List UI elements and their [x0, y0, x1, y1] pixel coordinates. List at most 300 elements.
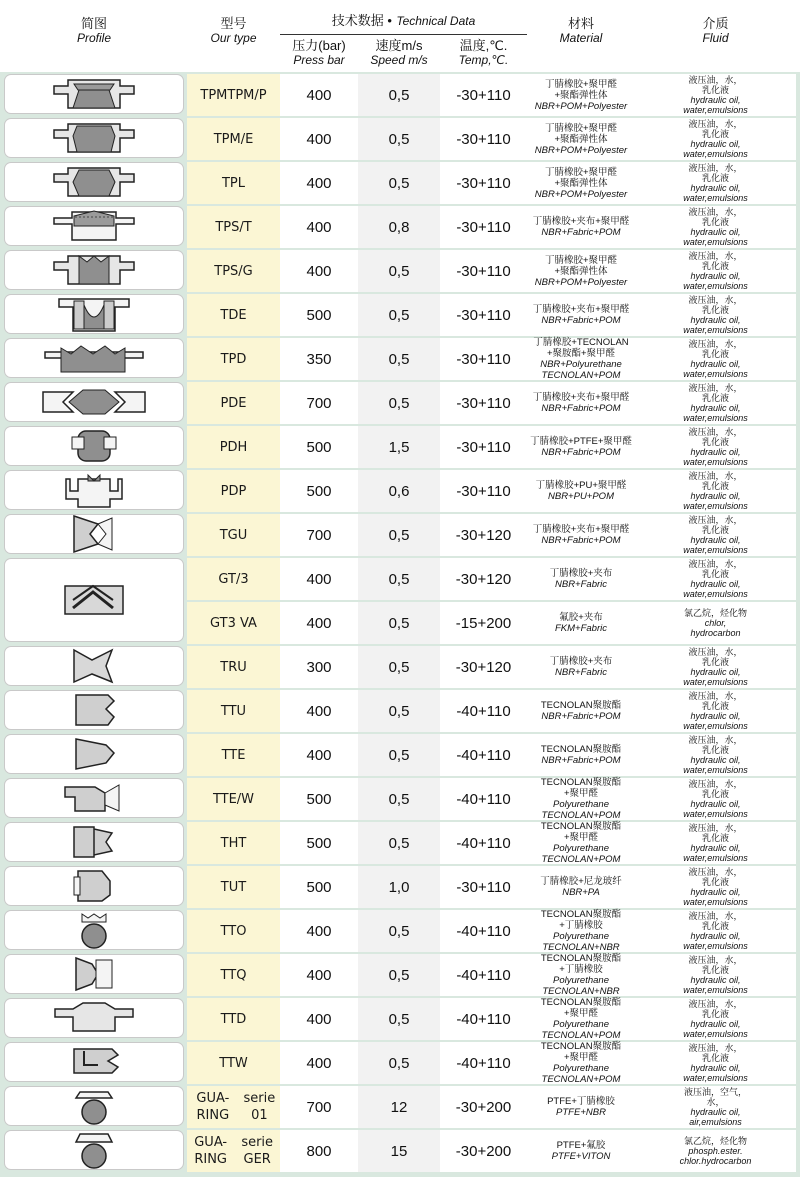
- press-cell: [280, 910, 358, 952]
- press-value: 400: [306, 130, 332, 148]
- material-zh: +丁腈橡胶: [559, 920, 603, 931]
- temp-value: -30+110: [456, 482, 511, 500]
- speed-cell: [358, 162, 440, 204]
- header-material: [527, 16, 635, 46]
- material-en: NBR+Fabric+POM: [541, 315, 621, 326]
- temp-cell: [440, 1130, 527, 1172]
- material-en: Polyurethane: [553, 1063, 609, 1074]
- fluid-zh: 氯乙烷，烃化物: [683, 1136, 747, 1146]
- type-label: TPM/E: [213, 131, 254, 147]
- table-row: [0, 998, 800, 1040]
- material-en: TECNOLAN+POM: [541, 810, 621, 821]
- header-press-en: Press bar: [293, 53, 345, 67]
- press-cell: [280, 690, 358, 732]
- header-type-zh: 型号: [220, 16, 247, 31]
- type-label: TPM/P: [227, 87, 267, 103]
- type-label: TTO: [220, 923, 247, 939]
- material-cell: [527, 690, 635, 732]
- press-cell: [280, 954, 358, 996]
- header-tech-zh: 技术数据 •: [331, 13, 392, 28]
- temp-cell: [440, 250, 527, 292]
- press-value: 500: [306, 834, 332, 852]
- material-cell: [527, 162, 635, 204]
- material-zh: TECNOLAN聚胺酯: [540, 700, 622, 711]
- header-speed-zh: 速度m/s: [375, 38, 423, 53]
- fluid-en: air,emulsions: [689, 1117, 742, 1127]
- press-value: 800: [306, 1142, 332, 1160]
- speed-value: 0,5: [388, 1010, 410, 1028]
- table-row: [0, 470, 800, 512]
- material-cell: [527, 866, 635, 908]
- type-label: GT/3: [218, 571, 249, 587]
- material-zh: TECNOLAN聚胺酯: [540, 777, 622, 788]
- table-row: [0, 866, 800, 908]
- speed-value: 0,5: [388, 350, 410, 368]
- fluid-cell: [635, 954, 796, 996]
- press-value: 400: [306, 218, 332, 236]
- speed-cell: [358, 954, 440, 996]
- press-value: 400: [306, 614, 332, 632]
- type-label: TTE: [221, 747, 246, 763]
- press-value: 500: [306, 438, 332, 456]
- material-zh: +聚甲醛: [563, 1008, 599, 1019]
- fluid-en: water,emulsions: [683, 897, 748, 907]
- temp-value: -15+200: [455, 614, 512, 632]
- fluid-zh: 液压油，水，: [688, 383, 743, 393]
- material-en: NBR+POM+Polyester: [534, 144, 628, 156]
- fluid-zh: 乳化液: [701, 569, 729, 579]
- speed-cell: [358, 206, 440, 248]
- press-value: 400: [306, 922, 332, 940]
- fluid-cell: [635, 778, 796, 820]
- press-value: 400: [306, 746, 332, 764]
- fluid-zh: 乳化液: [701, 877, 729, 887]
- material-en: NBR+PU+POM: [548, 491, 614, 502]
- fluid-en: hydraulic oil,: [690, 1107, 741, 1117]
- fluid-cell: [635, 338, 796, 380]
- press-value: 400: [306, 966, 332, 984]
- press-cell: [280, 162, 358, 204]
- fluid-zh: 液压油，水，: [688, 911, 743, 921]
- press-value: 700: [306, 526, 332, 544]
- material-zh: 丁腈橡胶+尼龙玻纤: [540, 876, 622, 887]
- fluid-en: hydraulic oil,: [690, 491, 741, 501]
- table-row: [0, 382, 800, 424]
- fluid-en: hydraulic oil,: [690, 535, 741, 545]
- table-row: [0, 250, 800, 292]
- fluid-en: water,emulsions: [683, 501, 748, 511]
- type-cell: [187, 954, 280, 996]
- speed-value: 0,5: [388, 86, 410, 104]
- material-cell: [527, 954, 635, 996]
- fluid-en: hydraulic oil,: [690, 447, 741, 457]
- type-label: TTW: [219, 1055, 248, 1071]
- material-zh: 丁腈橡胶+夹布+聚甲醛: [532, 524, 630, 535]
- header-speed: [358, 38, 440, 68]
- material-zh: 丁腈橡胶+PU+聚甲醛: [535, 480, 627, 491]
- fluid-cell: [635, 250, 796, 292]
- temp-cell: [440, 162, 527, 204]
- material-en: TECNOLAN+NBR: [542, 942, 620, 953]
- fluid-zh: 乳化液: [701, 85, 729, 95]
- temp-cell: [440, 734, 527, 776]
- material-cell: [527, 734, 635, 776]
- table-row: [0, 1130, 800, 1172]
- fluid-zh: 乳化液: [701, 173, 729, 183]
- temp-value: -30+120: [455, 526, 512, 544]
- press-value: 300: [306, 658, 332, 676]
- speed-cell: [358, 1042, 440, 1084]
- type-label: TPS/T: [215, 219, 252, 235]
- material-en: TECNOLAN+NBR: [542, 986, 620, 997]
- press-cell: [280, 778, 358, 820]
- speed-value: 0,5: [388, 394, 410, 412]
- material-en: Polyurethane: [553, 975, 609, 986]
- fluid-zh: 乳化液: [701, 437, 729, 447]
- table-row: [0, 118, 800, 160]
- temp-value: -30+110: [456, 262, 511, 280]
- fluid-zh: 液压油，水，: [688, 251, 743, 261]
- type-label: TRU: [220, 659, 247, 675]
- material-cell: [527, 1130, 635, 1172]
- fluid-en: water,emulsions: [683, 853, 748, 863]
- material-en: TECNOLAN+POM: [541, 370, 621, 381]
- fluid-en: water,emulsions: [683, 281, 748, 291]
- header-profile-zh: 简图: [80, 16, 107, 31]
- temp-value: -40+110: [456, 966, 511, 984]
- header-profile: [4, 16, 184, 46]
- fluid-en: chlor,: [704, 618, 727, 628]
- speed-cell: [358, 294, 440, 336]
- material-zh: +聚酯弹性体: [554, 89, 608, 101]
- speed-value: 0,5: [388, 526, 410, 544]
- fluid-zh: 液压油，水，: [688, 119, 743, 129]
- temp-cell: [440, 118, 527, 160]
- speed-cell: [358, 514, 440, 556]
- fluid-en: hydraulic oil,: [690, 755, 741, 765]
- fluid-en: water,emulsions: [683, 105, 748, 115]
- type-cell: [187, 514, 280, 556]
- fluid-en: water,emulsions: [683, 677, 748, 687]
- table-row: [0, 558, 800, 600]
- header-temp: [440, 38, 527, 68]
- press-cell: [280, 1042, 358, 1084]
- type-cell: [187, 426, 280, 468]
- fluid-cell: [635, 118, 796, 160]
- type-cell: [187, 1042, 280, 1084]
- fluid-zh: 液压油，水，: [688, 867, 743, 877]
- fluid-en: hydraulic oil,: [690, 227, 741, 237]
- speed-cell: [358, 382, 440, 424]
- fluid-cell: [635, 426, 796, 468]
- fluid-en: hydraulic oil,: [690, 975, 741, 985]
- speed-value: 0,5: [388, 1054, 410, 1072]
- header-type-en: Our type: [210, 31, 257, 45]
- table-header: [0, 0, 800, 72]
- fluid-en: water,emulsions: [683, 457, 748, 467]
- press-cell: [280, 646, 358, 688]
- temp-cell: [440, 382, 527, 424]
- press-cell: [280, 822, 358, 864]
- fluid-cell: [635, 1086, 796, 1128]
- header-material-zh: 材料: [567, 16, 594, 31]
- table-row: [0, 822, 800, 864]
- material-en: TECNOLAN+POM: [541, 1030, 621, 1041]
- material-cell: [527, 426, 635, 468]
- fluid-cell: [635, 558, 796, 600]
- speed-cell: [358, 734, 440, 776]
- type-label: TTD: [220, 1011, 247, 1027]
- fluid-en: water,emulsions: [683, 369, 748, 379]
- type-label: TTU: [220, 703, 247, 719]
- press-value: 400: [306, 262, 332, 280]
- material-zh: TECNOLAN聚胺酯: [540, 744, 622, 755]
- header-fluid-zh: 介质: [702, 16, 729, 31]
- speed-cell: [358, 74, 440, 116]
- temp-cell: [440, 998, 527, 1040]
- press-cell: [280, 1086, 358, 1128]
- temp-cell: [440, 74, 527, 116]
- material-en: NBR+Fabric+POM: [541, 711, 621, 722]
- temp-cell: [440, 954, 527, 996]
- speed-value: 0,5: [388, 130, 410, 148]
- type-label: TTQ: [220, 967, 247, 983]
- fluid-cell: [635, 1130, 796, 1172]
- press-value: 400: [306, 570, 332, 588]
- press-value: 500: [306, 790, 332, 808]
- fluid-zh: 水，: [706, 1097, 725, 1107]
- fluid-zh: 液压油，水，: [688, 955, 743, 965]
- fluid-cell: [635, 822, 796, 864]
- type-cell: [187, 690, 280, 732]
- table-row: [0, 338, 800, 380]
- speed-cell: [358, 338, 440, 380]
- temp-value: -30+110: [456, 130, 511, 148]
- fluid-en: phosph.ester.: [688, 1146, 743, 1156]
- fluid-en: water,emulsions: [683, 1029, 748, 1039]
- type-cell: [187, 162, 280, 204]
- fluid-cell: [635, 162, 796, 204]
- fluid-zh: 液压油，水，: [688, 823, 743, 833]
- fluid-en: hydraulic oil,: [690, 403, 741, 413]
- table-row: [0, 646, 800, 688]
- type-cell: [187, 1130, 280, 1172]
- material-zh: 丁腈橡胶+夹布+聚甲醛: [532, 392, 630, 403]
- header-press: [280, 38, 358, 68]
- material-zh: 丁腈橡胶+聚甲醛: [544, 166, 618, 178]
- material-zh: +聚甲醛: [563, 1052, 599, 1063]
- press-value: 500: [306, 482, 332, 500]
- type-label: TDE: [220, 307, 247, 323]
- material-cell: [527, 822, 635, 864]
- press-cell: [280, 206, 358, 248]
- material-cell: [527, 118, 635, 160]
- material-zh: PTFE+氟胶: [556, 1140, 606, 1151]
- type-cell: [187, 822, 280, 864]
- type-label: serie GER: [241, 1135, 274, 1167]
- press-value: 500: [306, 878, 332, 896]
- temp-cell: [440, 426, 527, 468]
- type-cell: [187, 646, 280, 688]
- speed-value: 0,5: [388, 790, 410, 808]
- material-cell: [527, 206, 635, 248]
- temp-cell: [440, 1086, 527, 1128]
- fluid-zh: 液压油，水，: [688, 427, 743, 437]
- press-value: 400: [306, 86, 332, 104]
- material-cell: [527, 1042, 635, 1084]
- type-label: GUA-RING: [196, 1091, 230, 1123]
- fluid-en: water,emulsions: [683, 1073, 748, 1083]
- fluid-cell: [635, 734, 796, 776]
- material-cell: [527, 646, 635, 688]
- fluid-en: chlor.hydrocarbon: [679, 1156, 752, 1166]
- temp-cell: [440, 866, 527, 908]
- fluid-zh: 液压油，水，: [688, 779, 743, 789]
- type-label: TGU: [219, 527, 248, 543]
- temp-cell: [440, 822, 527, 864]
- speed-value: 0,5: [388, 658, 410, 676]
- temp-cell: [440, 646, 527, 688]
- fluid-en: hydraulic oil,: [690, 667, 741, 677]
- header-speed-en: Speed m/s: [370, 53, 428, 67]
- temp-cell: [440, 690, 527, 732]
- fluid-zh: 乳化液: [701, 349, 729, 359]
- header-fluid-en: Fluid: [702, 31, 729, 45]
- speed-cell: [358, 250, 440, 292]
- type-cell: [187, 382, 280, 424]
- fluid-cell: [635, 470, 796, 512]
- table-row: [0, 602, 800, 644]
- material-en: NBR+Fabric: [555, 667, 607, 678]
- fluid-zh: 乳化液: [701, 393, 729, 403]
- material-zh: TECNOLAN聚胺酯: [540, 997, 622, 1008]
- material-zh: TECNOLAN聚胺酯: [540, 953, 622, 964]
- fluid-zh: 液压油，水，: [688, 735, 743, 745]
- material-en: NBR+Polyurethane: [540, 359, 622, 370]
- material-cell: [527, 602, 635, 644]
- type-label: serie 01: [243, 1091, 276, 1123]
- temp-value: -40+110: [456, 746, 511, 764]
- material-zh: 氟胶+夹布: [559, 612, 603, 623]
- material-en: Polyurethane: [553, 843, 609, 854]
- speed-value: 1,0: [388, 878, 410, 896]
- header-tech-en: Technical Data: [396, 14, 476, 28]
- header-type: [187, 16, 280, 46]
- fluid-zh: 乳化液: [701, 657, 729, 667]
- speed-value: 0,6: [388, 482, 410, 500]
- press-cell: [280, 294, 358, 336]
- material-zh: +丁腈橡胶: [559, 964, 603, 975]
- fluid-zh: 液压油，水，: [688, 207, 743, 217]
- material-zh: 丁腈橡胶+夹布: [549, 568, 613, 579]
- fluid-zh: 乳化液: [701, 921, 729, 931]
- temp-cell: [440, 338, 527, 380]
- table-row: [0, 1086, 800, 1128]
- fluid-zh: 乳化液: [701, 701, 729, 711]
- fluid-zh: 液压油，水，: [688, 471, 743, 481]
- press-value: 700: [306, 394, 332, 412]
- type-label: GUA-RING: [194, 1135, 228, 1167]
- type-cell: [187, 294, 280, 336]
- temp-value: -30+120: [455, 570, 512, 588]
- fluid-zh: 乳化液: [701, 217, 729, 227]
- temp-cell: [440, 778, 527, 820]
- speed-cell: [358, 822, 440, 864]
- press-value: 400: [306, 702, 332, 720]
- table-row: [0, 514, 800, 556]
- press-cell: [280, 866, 358, 908]
- type-label: PDP: [220, 483, 247, 499]
- press-cell: [280, 998, 358, 1040]
- material-en: NBR+Fabric+POM: [541, 535, 621, 546]
- temp-cell: [440, 470, 527, 512]
- fluid-zh: 乳化液: [701, 305, 729, 315]
- fluid-en: water,emulsions: [683, 325, 748, 335]
- fluid-en: water,emulsions: [683, 765, 748, 775]
- temp-value: -40+110: [456, 922, 511, 940]
- fluid-zh: 乳化液: [701, 525, 729, 535]
- press-value: 400: [306, 1010, 332, 1028]
- speed-value: 12: [390, 1098, 408, 1116]
- fluid-cell: [635, 294, 796, 336]
- temp-value: -30+120: [455, 658, 512, 676]
- speed-cell: [358, 118, 440, 160]
- material-en: NBR+Fabric+POM: [541, 227, 621, 238]
- material-en: NBR+POM+Polyester: [534, 188, 628, 200]
- material-cell: [527, 250, 635, 292]
- material-en: Polyurethane: [553, 799, 609, 810]
- table-row: [0, 954, 800, 996]
- material-cell: [527, 382, 635, 424]
- type-label: TTE/W: [212, 791, 255, 807]
- temp-value: -40+110: [456, 702, 511, 720]
- press-value: 500: [306, 306, 332, 324]
- material-en: NBR+Fabric+POM: [541, 447, 621, 458]
- type-cell: [187, 250, 280, 292]
- speed-cell: [358, 998, 440, 1040]
- material-zh: 丁腈橡胶+聚甲醛: [544, 78, 618, 90]
- type-cell: [187, 734, 280, 776]
- speed-value: 0,5: [388, 922, 410, 940]
- material-en: TECNOLAN+POM: [541, 1074, 621, 1085]
- material-en: FKM+Fabric: [555, 623, 607, 634]
- material-zh: TECNOLAN聚胺酯: [540, 909, 622, 920]
- press-cell: [280, 74, 358, 116]
- press-cell: [280, 734, 358, 776]
- temp-cell: [440, 1042, 527, 1084]
- press-value: 700: [306, 1098, 332, 1116]
- material-cell: [527, 294, 635, 336]
- fluid-en: hydraulic oil,: [690, 359, 741, 369]
- fluid-en: water,emulsions: [683, 809, 748, 819]
- speed-value: 0,5: [388, 174, 410, 192]
- material-zh: 丁腈橡胶+聚甲醛: [544, 122, 618, 134]
- fluid-en: hydraulic oil,: [690, 843, 741, 853]
- type-label: TPM: [200, 87, 228, 103]
- speed-value: 15: [390, 1142, 408, 1160]
- material-zh: +聚酯弹性体: [554, 177, 608, 189]
- header-press-zh: 压力(bar): [292, 38, 346, 53]
- material-en: PTFE+NBR: [556, 1107, 606, 1118]
- table-row: [0, 74, 800, 116]
- header-temp-zh: 温度,℃.: [459, 38, 508, 53]
- temp-value: -30+200: [455, 1098, 512, 1116]
- material-cell: [527, 514, 635, 556]
- table-row: [0, 734, 800, 776]
- material-zh: +聚甲醛: [563, 788, 599, 799]
- material-cell: [527, 338, 635, 380]
- speed-value: 0,5: [388, 746, 410, 764]
